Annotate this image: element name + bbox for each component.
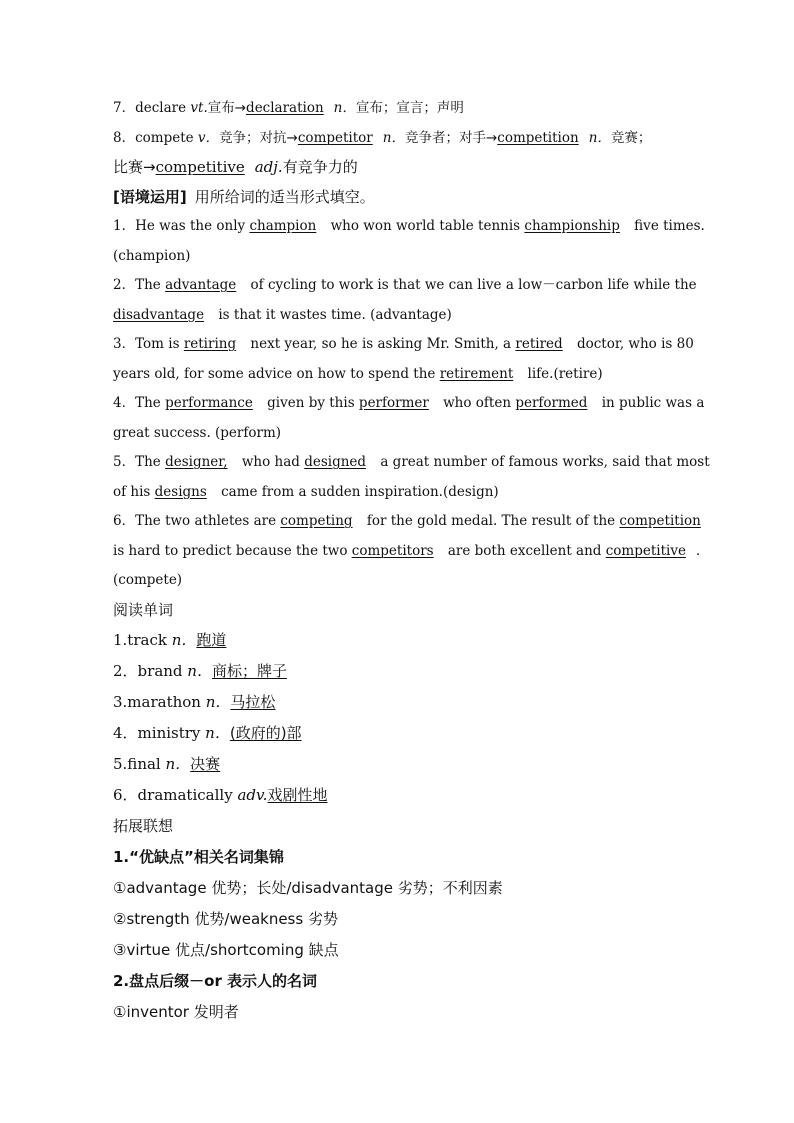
answer: retiring: [183, 336, 237, 352]
answer: competitive: [155, 158, 245, 176]
word: 6．dramatically: [113, 786, 238, 804]
answer: designer,: [165, 454, 228, 470]
definition: 竞争；对抗→: [219, 129, 298, 146]
word: 3.marathon: [113, 693, 206, 711]
word: 2．brand: [113, 662, 188, 680]
vocab-item-compete: [113, 124, 683, 154]
exercise-item: [113, 448, 710, 478]
answer: performer: [358, 395, 429, 411]
part-of-speech: n．: [382, 129, 405, 146]
list-item: [113, 935, 683, 966]
text: 4．The: [113, 395, 166, 411]
list-item: [113, 718, 683, 749]
definition: 有竞争力的: [282, 158, 358, 176]
text: 2．The: [113, 277, 166, 293]
answer: 跑道: [196, 631, 227, 649]
text: great success. (perform): [113, 424, 282, 441]
text: given by this: [262, 395, 359, 411]
answer: disadvantage: [113, 306, 205, 323]
subheading: [113, 966, 683, 997]
context-heading: [113, 183, 683, 213]
part-of-speech: adv.: [237, 786, 268, 804]
text: who often: [438, 395, 516, 411]
vocab-item-declare: [113, 94, 683, 124]
text: doctor, who is 80: [572, 336, 694, 352]
answer: performance: [165, 395, 253, 411]
exercise-item: [113, 212, 705, 242]
answer: designs: [154, 483, 207, 500]
text: is hard to predict because the two: [113, 542, 352, 559]
exercise-item: [113, 271, 697, 301]
text: ①inventor 发明者: [113, 1003, 239, 1021]
text: of his: [113, 483, 155, 500]
part-of-speech: v．: [197, 129, 220, 146]
part-of-speech: n．: [205, 693, 231, 711]
text: for the gold medal. The result of the: [362, 513, 620, 529]
text: (compete): [113, 572, 183, 588]
text: next year, so he is asking Mr. Smith, a: [246, 336, 516, 352]
subsection-title: 1.“优缺点”相关名词集锦: [113, 848, 284, 866]
part-of-speech: adj.: [254, 158, 283, 176]
section-label: [语境运用]: [113, 187, 187, 206]
text: five times.: [629, 218, 705, 234]
word: 4．ministry: [113, 724, 206, 742]
answer: championship: [524, 218, 620, 234]
answer: 戏剧性地: [267, 786, 328, 804]
text: are both excellent and: [443, 542, 606, 559]
definition: 竞赛；: [610, 129, 652, 146]
part-of-speech: n．: [205, 724, 230, 742]
text: 5．The: [113, 454, 166, 470]
answer: competitive: [605, 542, 686, 559]
exercise-item-cont: [113, 478, 683, 508]
part-of-speech: n．: [187, 662, 212, 680]
text: 6．The two athletes are: [113, 513, 281, 529]
exercise-item-cont: [113, 566, 683, 596]
expand-heading: [113, 811, 683, 842]
definition: 宣布→: [207, 100, 247, 116]
text: a great number of famous works, said that most: [376, 454, 710, 470]
exercise-item-cont: [113, 301, 683, 331]
text: who won world table tennis: [326, 218, 525, 234]
answer: competition: [497, 129, 579, 146]
exercise-item: [113, 389, 705, 419]
word: 1.track: [113, 631, 172, 649]
answer: retirement: [439, 365, 514, 382]
answer: competition: [619, 513, 701, 529]
list-item: [113, 873, 683, 904]
text: who had: [237, 454, 305, 470]
answer: 马拉松: [230, 693, 276, 711]
word: 8．compete: [113, 129, 198, 146]
answer: declaration: [246, 100, 324, 116]
answer: (政府的)部: [229, 724, 302, 742]
part-of-speech: n．: [165, 755, 191, 773]
exercise-item: [113, 330, 694, 360]
text: years old, for some advice on how to spend the: [113, 365, 440, 382]
answer: advantage: [165, 277, 237, 293]
word: 7．declare: [113, 100, 191, 116]
part-of-speech: n．: [171, 631, 197, 649]
definition: 宣布；宣言；声明: [355, 100, 464, 116]
text: 3．Tom is: [113, 336, 184, 352]
list-item: [113, 904, 683, 935]
instruction: 用所给词的适当形式填空。: [194, 187, 375, 206]
text: ①advantage 优势；长处/disadvantage 劣势；不利因素: [113, 879, 503, 897]
list-item: [113, 997, 683, 1028]
answer: designed: [304, 454, 367, 470]
document-page: [113, 94, 710, 1028]
text: (champion): [113, 247, 191, 264]
subheading: [113, 842, 683, 873]
part-of-speech: vt.: [190, 100, 208, 116]
text: life.(retire): [523, 365, 603, 382]
vocab-item-compete-cont: [113, 153, 683, 183]
text: of cycling to work is that we can live a low－carbon life while the: [246, 277, 697, 293]
answer: 决赛: [190, 755, 221, 773]
part-of-speech: n．: [333, 100, 356, 116]
answer: competing: [280, 513, 353, 529]
exercise-item-cont: [113, 242, 683, 272]
subsection-title: 2.盘点后缀－or 表示人的名词: [113, 972, 318, 990]
list-item: [113, 749, 683, 780]
section-title: 拓展联想: [113, 817, 174, 835]
word: 5.final: [113, 755, 166, 773]
answer: retired: [515, 336, 563, 352]
text: ③virtue 优点/shortcoming 缺点: [113, 941, 339, 959]
text: ②strength 优势/weakness 劣势: [113, 910, 338, 928]
definition: 比赛→: [113, 158, 156, 176]
answer: 商标；牌子: [211, 662, 287, 680]
section-title: 阅读单词: [113, 600, 174, 619]
list-item: [113, 625, 683, 656]
exercise-item: [113, 507, 701, 537]
text: is that it wastes time. (advantage): [214, 306, 452, 323]
answer: performed: [515, 395, 588, 411]
answer: competitors: [351, 542, 434, 559]
list-item: [113, 780, 683, 811]
exercise-item-cont: [113, 360, 683, 390]
list-item: [113, 656, 683, 687]
text: ．: [695, 542, 710, 559]
reading-heading: [113, 596, 683, 626]
definition: 竞争者；对手→: [404, 129, 498, 146]
list-item: [113, 687, 683, 718]
exercise-item-cont: [113, 537, 710, 567]
exercise-item-cont: [113, 419, 683, 449]
text: in public was a: [597, 395, 705, 411]
answer: champion: [249, 218, 317, 234]
part-of-speech: n．: [588, 129, 611, 146]
answer: competitor: [297, 129, 373, 146]
text: 1．He was the only: [113, 218, 250, 234]
text: came from a sudden inspiration.(design): [216, 483, 499, 500]
